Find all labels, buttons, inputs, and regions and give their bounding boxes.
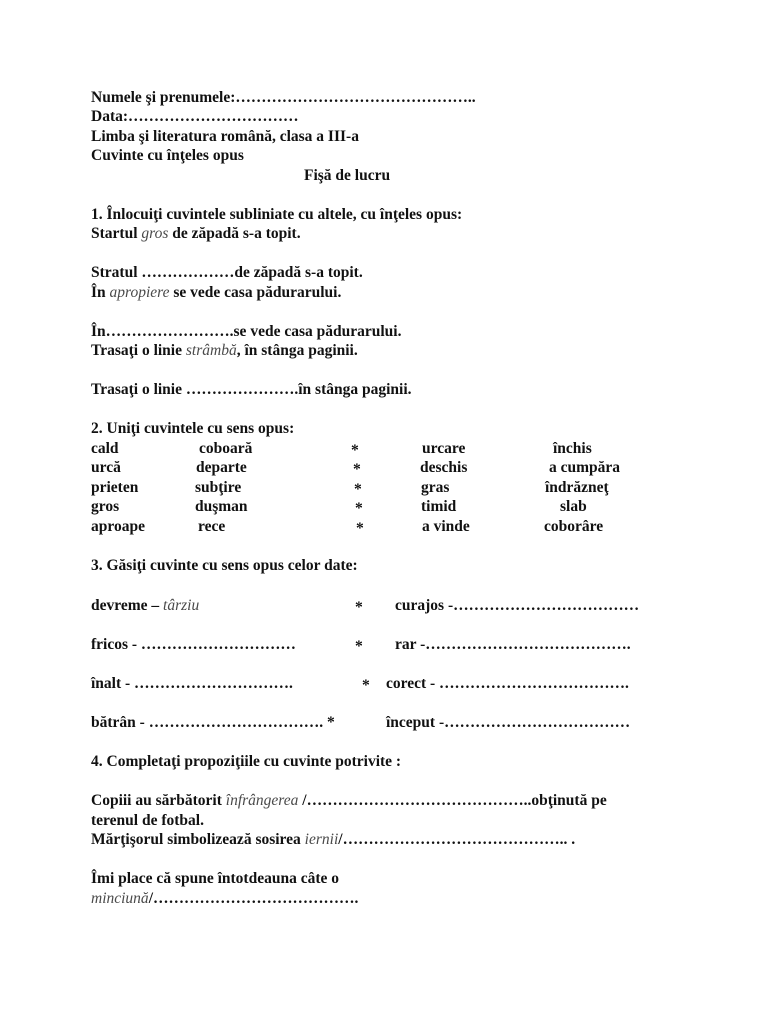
ex3-separator: * <box>362 677 370 694</box>
ex1-answer-3: Trasaţi o linie ………………….în stânga paginii. <box>91 381 412 398</box>
ex2-word: rece <box>198 518 226 535</box>
name-field: Numele şi prenumele:……………………………………….. <box>91 89 476 106</box>
ex2-word: aproape <box>91 518 145 535</box>
ex2-separator: * <box>356 520 364 537</box>
ex4-p2-pre: Mărţişorul simbolizează sosirea <box>91 831 305 848</box>
ex3-r1-word: devreme – <box>91 597 164 614</box>
ex4-sentence-3-cont <box>91 889 358 908</box>
ex1-instruction: 1. Înlocuiţi cuvintele subliniate cu altele, cu înţeles opus: <box>91 206 463 223</box>
ex2-word: gros <box>91 498 120 515</box>
ex3-row-2-left: fricos - ………………………… <box>91 636 296 653</box>
ex3-separator: * <box>355 599 363 616</box>
ex3-instruction: 3. Găsiţi cuvinte cu sens opus celor date: <box>91 557 358 574</box>
ex2-word: subţire <box>195 479 242 496</box>
ex4-p1-post: /……………………………………..obţinută pe <box>298 792 607 809</box>
date-field: Data:…………………………… <box>91 108 299 125</box>
ex2-word: urcă <box>91 459 121 476</box>
ex2-word: gras <box>421 479 450 496</box>
ex1-s2-post: se vede casa pădurarului. <box>169 284 342 301</box>
ex3-row-3-right: corect - ………………………………. <box>386 675 629 692</box>
ex1-answer-2: În…………………….se vede casa pădurarului. <box>91 323 402 340</box>
ex4-p1-word: înfrângerea <box>225 792 299 809</box>
ex1-s1-pre: Startul <box>91 225 142 242</box>
ex2-word: închis <box>553 440 592 457</box>
ex1-s1-word: gros <box>141 225 169 242</box>
ex2-word: slab <box>560 498 587 515</box>
ex2-word: departe <box>196 459 247 476</box>
ex3-row-4-right: început -……………………………… <box>386 714 631 731</box>
ex1-answer-1: Stratul ………………de zăpadă s-a topit. <box>91 264 363 281</box>
subject-line: Limba şi literatura română, clasa a III-a <box>91 128 359 145</box>
ex1-s3-word: strâmbă <box>185 342 237 359</box>
ex2-word: urcare <box>422 440 466 457</box>
ex4-p4-word: minciună <box>91 890 149 907</box>
ex2-word: deschis <box>420 459 468 476</box>
worksheet-title: Fişă de lucru <box>304 167 391 184</box>
ex1-s3-pre: Trasaţi o linie <box>91 342 186 359</box>
ex2-word: cald <box>91 440 119 457</box>
ex4-sentence-1-cont: terenul de fotbal. <box>91 812 204 829</box>
ex4-sentence-2 <box>91 830 575 849</box>
ex1-sentence-2 <box>91 283 341 302</box>
ex4-p1-pre: Copiii au sărbătorit <box>91 792 226 809</box>
ex4-instruction: 4. Completaţi propoziţiile cu cuvinte potrivite : <box>91 753 402 770</box>
ex2-separator: * <box>351 442 359 459</box>
topic-line: Cuvinte cu înţeles opus <box>91 147 244 164</box>
ex3-r1-answer: târziu <box>163 597 200 614</box>
ex4-sentence-1 <box>91 791 607 810</box>
ex2-separator: * <box>354 481 362 498</box>
ex2-separator: * <box>355 500 363 517</box>
ex2-separator: * <box>353 461 361 478</box>
ex1-s1-post: de zăpadă s-a topit. <box>168 225 301 242</box>
ex1-sentence-1 <box>91 224 301 243</box>
ex2-word: a vinde <box>422 518 470 535</box>
ex3-row-1-right: curajos -……………………………… <box>395 597 640 614</box>
ex3-row-4-left: bătrân - ……………………………. * <box>91 714 335 731</box>
ex3-row-1-left <box>91 596 199 615</box>
ex4-p4-post: /…………………………………. <box>148 890 359 907</box>
ex4-sentence-3: Îmi place că spune întotdeauna câte o <box>91 870 339 887</box>
ex2-word: coborâre <box>544 518 604 535</box>
ex2-word: timid <box>421 498 457 515</box>
ex1-sentence-3 <box>91 341 358 360</box>
ex2-word: prieten <box>91 479 139 496</box>
ex1-s2-pre: În <box>91 284 110 301</box>
ex1-s2-word: apropiere <box>109 284 170 301</box>
ex3-row-2-right: rar -…………………………………. <box>395 636 631 653</box>
ex2-word: duşman <box>195 498 248 515</box>
ex2-word: îndrăzneţ <box>545 479 609 496</box>
ex2-instruction: 2. Uniţi cuvintele cu sens opus: <box>91 420 295 437</box>
ex2-word: a cumpăra <box>549 459 621 476</box>
ex3-separator: * <box>355 638 363 655</box>
ex2-word: coboară <box>199 440 253 457</box>
ex3-row-3-left: înalt - …………………………. <box>91 675 293 692</box>
ex4-p2-word: iernii <box>304 831 339 848</box>
ex4-p2-post: /…………………………………….. . <box>338 831 576 848</box>
ex1-s3-post: , în stânga paginii. <box>236 342 358 359</box>
